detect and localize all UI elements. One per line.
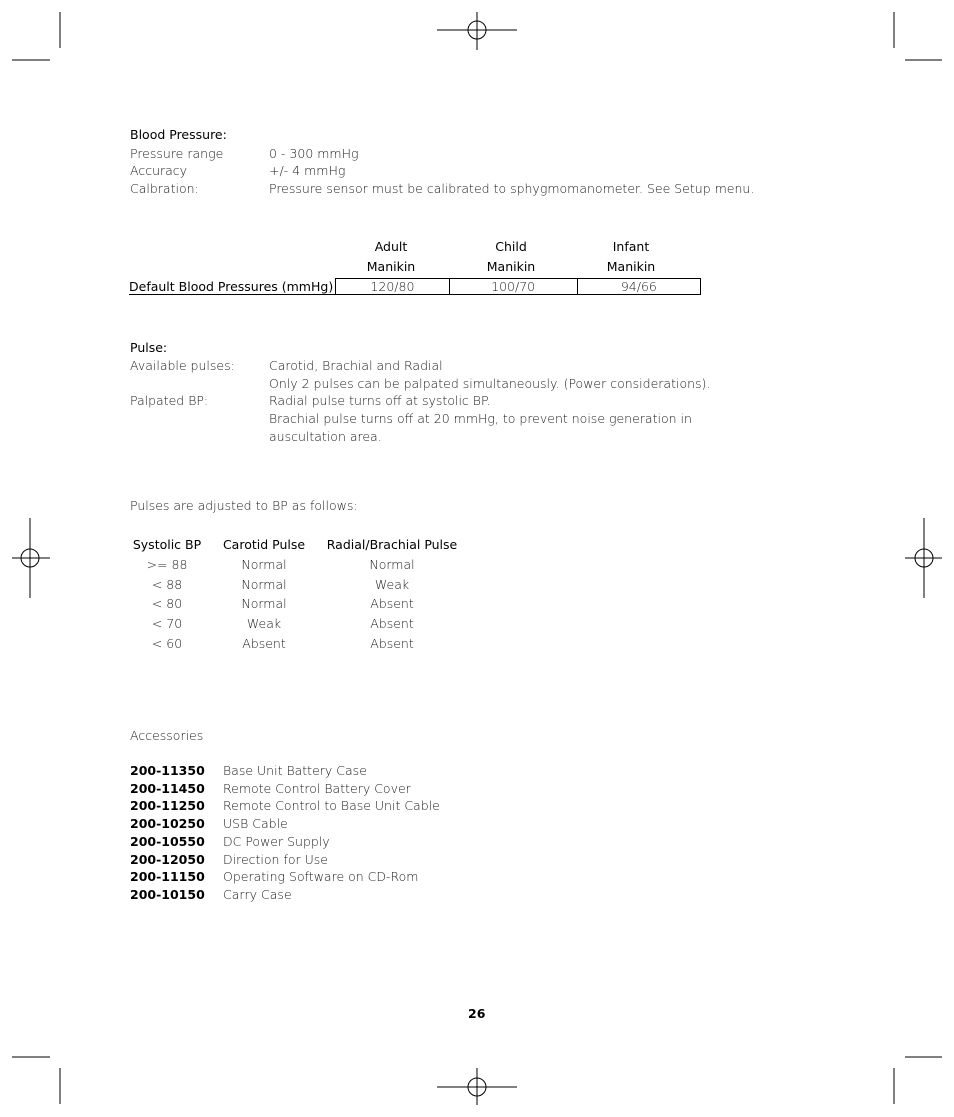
accessory-code: 200-11350 (130, 763, 205, 778)
systolic-value: >= 88 (146, 557, 188, 572)
col-adult-line2: Manikin (366, 259, 416, 274)
accuracy-value: +/- 4 mmHg (269, 163, 346, 178)
palpated-bp-line: Brachial pulse turns off at 20 mmHg, to prevent noise generation in (269, 411, 692, 426)
blood-pressure-heading: Blood Pressure: (130, 127, 227, 142)
systolic-value: < 88 (151, 577, 183, 592)
accessory-code: 200-10550 (130, 834, 205, 849)
systolic-value: < 80 (151, 596, 183, 611)
accessory-code: 200-10250 (130, 816, 205, 831)
default-bp-table (129, 278, 701, 295)
systolic-value: < 60 (151, 636, 183, 651)
accessory-description: Remote Control to Base Unit Cable (223, 798, 440, 813)
accessory-code: 200-10150 (130, 887, 205, 902)
palpated-bp-line: Radial pulse turns off at systolic BP. (269, 393, 491, 408)
accessory-description: Direction for Use (223, 852, 328, 867)
available-pulses-line: Carotid, Brachial and Radial (269, 358, 443, 373)
carotid-value: Absent (242, 636, 286, 651)
accessory-code: 200-11150 (130, 869, 205, 884)
child-bp-value: 100/70 (449, 279, 577, 295)
col-adult-line1: Adult (374, 239, 408, 254)
available-pulses-label: Available pulses: (130, 358, 235, 373)
col-child-line1: Child (495, 239, 527, 254)
carotid-value: Normal (241, 577, 287, 592)
col-infant-line1: Infant (612, 239, 650, 254)
calibration-value: Pressure sensor must be calibrated to sphygmomanometer. See Setup menu. (269, 181, 755, 196)
radial-brachial-value: Absent (370, 596, 414, 611)
radial-brachial-value: Normal (369, 557, 415, 572)
radial-brachial-value: Weak (374, 577, 410, 592)
col-infant-line2: Manikin (606, 259, 656, 274)
header-radial-brachial-pulse: Radial/Brachial Pulse (326, 537, 458, 552)
accessory-description: USB Cable (223, 816, 288, 831)
accessory-code: 200-11450 (130, 781, 205, 796)
col-child-line2: Manikin (486, 259, 536, 274)
adjustment-intro: Pulses are adjusted to BP as follows: (130, 498, 358, 513)
pressure-range-value: 0 - 300 mmHg (269, 146, 359, 161)
radial-brachial-value: Absent (370, 616, 414, 631)
header-carotid-pulse: Carotid Pulse (222, 537, 306, 552)
accuracy-label: Accuracy (130, 163, 188, 178)
calibration-label: Calbration: (130, 181, 199, 196)
pulse-heading: Pulse: (130, 340, 168, 355)
radial-brachial-value: Absent (370, 636, 414, 651)
carotid-value: Weak (246, 616, 282, 631)
accessory-description: Operating Software on CD-Rom (223, 869, 419, 884)
palpated-bp-label: Palpated BP: (130, 393, 209, 408)
accessories-heading: Accessories (130, 728, 204, 743)
table-row (129, 279, 701, 295)
accessory-code: 200-12050 (130, 852, 205, 867)
default-bp-row-label: Default Blood Pressures (mmHg) (129, 279, 336, 295)
accessory-code: 200-11250 (130, 798, 205, 813)
systolic-value: < 70 (151, 616, 183, 631)
page-number: 26 (468, 1006, 486, 1021)
adult-bp-value: 120/80 (336, 279, 449, 295)
carotid-value: Normal (241, 596, 287, 611)
palpated-bp-line: auscultation area. (269, 429, 382, 444)
pressure-range-label: Pressure range (130, 146, 224, 161)
accessory-description: DC Power Supply (223, 834, 330, 849)
accessory-description: Remote Control Battery Cover (223, 781, 411, 796)
accessory-description: Base Unit Battery Case (223, 763, 367, 778)
available-pulses-line: Only 2 pulses can be palpated simultaneously. (Power considerations). (269, 376, 711, 391)
carotid-value: Normal (241, 557, 287, 572)
accessory-description: Carry Case (223, 887, 292, 902)
infant-bp-value: 94/66 (577, 279, 700, 295)
header-systolic-bp: Systolic BP (132, 537, 202, 552)
